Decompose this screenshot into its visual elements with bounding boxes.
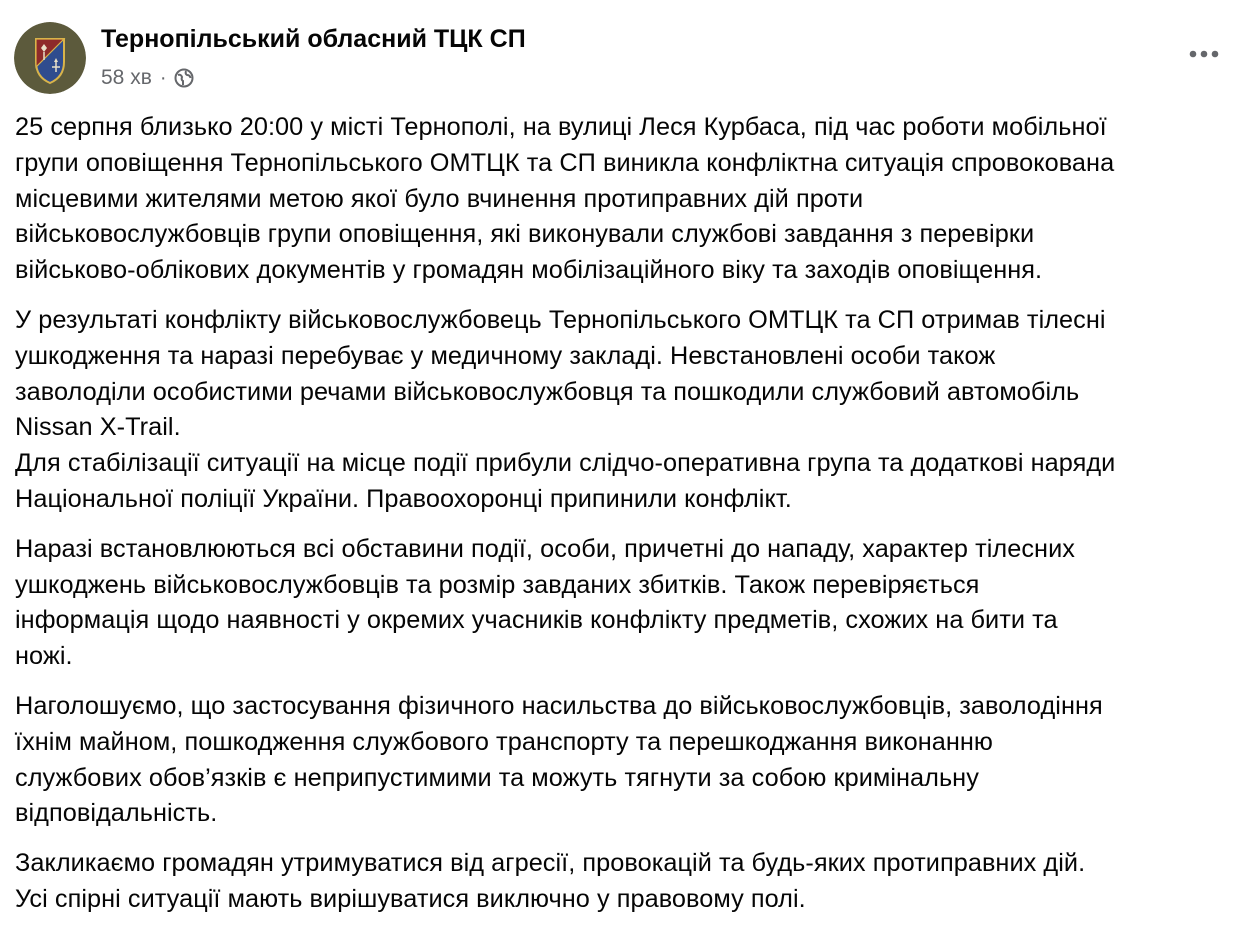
- post-text-line: військово-облікових документів у громадян мобілізаційного віку та заходів оповіщення.: [15, 256, 1043, 285]
- post-meta: [101, 64, 194, 92]
- post-text-line: їхнім майном, пошкодження службового транспорту та перешкоджання виконанню: [15, 727, 993, 756]
- post-text-line: 25 серпня близько 20:00 у місті Тернополі, на вулиці Леся Курбаса, під час роботи мобільної: [15, 113, 1107, 141]
- meta-separator: ·: [159, 66, 167, 89]
- coat-of-arms-emblem: [14, 22, 86, 94]
- post-text-line: Закликаємо громадян утримуватися від агресії, провокацій та будь-яких протиправних дій.: [15, 849, 1086, 878]
- post-text-line: У результаті конфлікту військовослужбовець Тернопільського ОМТЦК та СП отримав тілесні: [15, 305, 1106, 334]
- post-text-line: службових обов’язків є неприпустимими та можуть тягнути за собою кримінальну: [15, 763, 979, 792]
- post-paragraph: [15, 110, 1237, 289]
- post-text-line: Усі спірні ситуації мають вирішуватися виключно у правовому полі.: [15, 884, 806, 913]
- post-timestamp[interactable]: 58 хв: [101, 66, 152, 89]
- more-options-button[interactable]: [1182, 36, 1226, 72]
- post-text-line: відповідальність.: [15, 799, 218, 828]
- post-text-line: Національної поліції України. Правоохоронці припинили конфлікт.: [15, 484, 792, 513]
- post-text-line: ножі.: [15, 642, 73, 671]
- post-text-line: інформація щодо наявності у окремих учасників конфлікту предметів, схожих на бити та: [15, 606, 1058, 635]
- post-paragraph: [15, 303, 1237, 518]
- post-paragraph: [15, 689, 1237, 832]
- post-text-line: Наразі встановлюються всі обставини події, особи, причетні до нападу, характер тілесних: [15, 534, 1075, 563]
- more-horizontal-icon: [1189, 50, 1219, 58]
- post-text-line: Для стабілізації ситуації на місце події прибули слідчо-оперативна група та додаткові наряди: [15, 449, 1116, 478]
- post-text-line: ушкоджень військовослужбовців та розмір завданих збитків. Також перевіряється: [15, 570, 980, 599]
- globe-icon[interactable]: [174, 68, 194, 88]
- post-body: [15, 110, 1237, 932]
- avatar[interactable]: [14, 22, 86, 94]
- post-text-line: групи оповіщення Тернопільського ОМТЦК та СП виникла конфліктна ситуація спровокована: [15, 148, 1115, 177]
- post-header: [14, 22, 1230, 98]
- page-name-link[interactable]: Тернопільський обласний ТЦК СП: [101, 25, 526, 53]
- post-text-line: ушкодження та наразі перебуває у медичному закладі. Невстановлені особи також: [15, 341, 996, 370]
- post-text-line: Наголошуємо, що застосування фізичного насильства до військовослужбовців, заволодіння: [15, 691, 1103, 720]
- post-paragraph: [15, 846, 1237, 918]
- post-text-line: Nissan X-Trail.: [15, 413, 181, 442]
- post-paragraph: [15, 532, 1237, 675]
- post-text-line: заволоділи особистими речами військовослужбовця та пошкодили службовий автомобіль: [15, 377, 1080, 406]
- post-text-line: місцевими жителями метою якої було вчинення протиправних дій проти: [15, 184, 864, 213]
- post-text-line: військовослужбовців групи оповіщення, які виконували службові завдання з перевірки: [15, 220, 1035, 249]
